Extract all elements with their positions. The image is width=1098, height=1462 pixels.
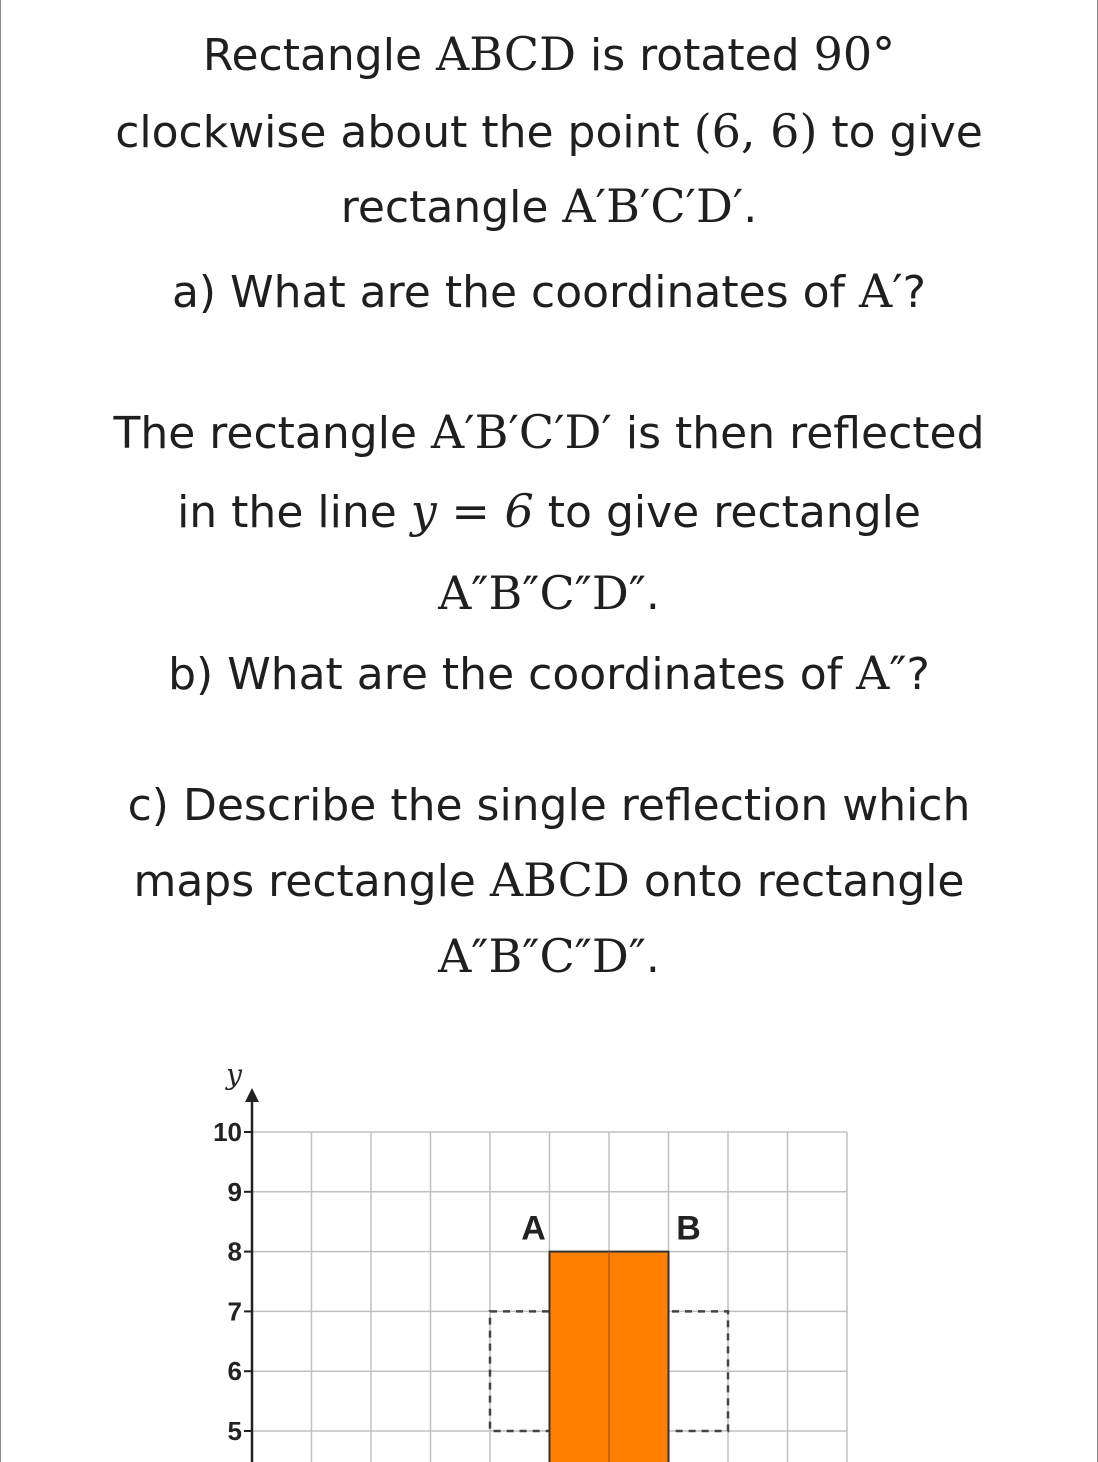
vertex-label-a: A bbox=[521, 1209, 546, 1248]
intro-text: to give bbox=[817, 107, 983, 158]
reflect-text: The rectangle bbox=[113, 408, 431, 459]
point-a-double-prime: A″ bbox=[856, 646, 907, 700]
rotated-rectangle-name: A′B′C′D′ bbox=[431, 405, 612, 459]
vertex-label-b: B bbox=[676, 1209, 701, 1248]
rotated-rectangle-name: A′B′C′D′ bbox=[562, 179, 744, 233]
intro-text: Rectangle bbox=[202, 30, 437, 81]
rectangle-name: ABCD bbox=[436, 27, 576, 81]
mirror-line-equation: y = 6 bbox=[410, 484, 534, 538]
y-tick-label: 9 bbox=[227, 1176, 242, 1207]
reflected-rectangle-name: A″B″C″D″ bbox=[438, 566, 646, 620]
y-tick-label: 8 bbox=[227, 1236, 242, 1267]
question-b-text: b) What are the coordinates of bbox=[168, 649, 857, 700]
question-mark: ? bbox=[902, 267, 927, 318]
question-c-text: c) Describe the single reflection which bbox=[127, 780, 971, 831]
rectangle-name: ABCD bbox=[489, 853, 630, 907]
intro-text: . bbox=[743, 182, 758, 233]
reflect-text: to give rectangle bbox=[533, 487, 921, 538]
question-mark: ? bbox=[906, 649, 930, 700]
y-axis-label: y bbox=[226, 1058, 242, 1091]
y-tick-label: 7 bbox=[227, 1296, 242, 1327]
y-tick-label: 5 bbox=[227, 1416, 242, 1446]
reflect-text: . bbox=[645, 569, 660, 620]
question-c-text: . bbox=[645, 932, 660, 983]
intro-text: is rotated bbox=[575, 30, 814, 81]
y-axis-arrow-icon bbox=[245, 1088, 259, 1102]
rotation-center: (6, 6) bbox=[693, 104, 818, 158]
intro-text: clockwise about the point bbox=[115, 107, 694, 158]
y-tick-label: 6 bbox=[227, 1356, 242, 1387]
reflect-text: is then reflected bbox=[611, 408, 985, 459]
intro-text: rectangle bbox=[340, 182, 563, 233]
question-c-text: maps rectangle bbox=[133, 856, 490, 907]
question-c-text: onto rectangle bbox=[629, 856, 965, 907]
reflect-text: in the line bbox=[177, 487, 411, 538]
point-a-prime: A′ bbox=[859, 264, 903, 318]
y-tick-label: 10 bbox=[213, 1117, 242, 1147]
question-a-text: a) What are the coordinates of bbox=[171, 267, 859, 318]
reflected-rectangle-name: A″B″C″D″ bbox=[438, 929, 646, 983]
rotation-angle: 90° bbox=[813, 27, 896, 81]
